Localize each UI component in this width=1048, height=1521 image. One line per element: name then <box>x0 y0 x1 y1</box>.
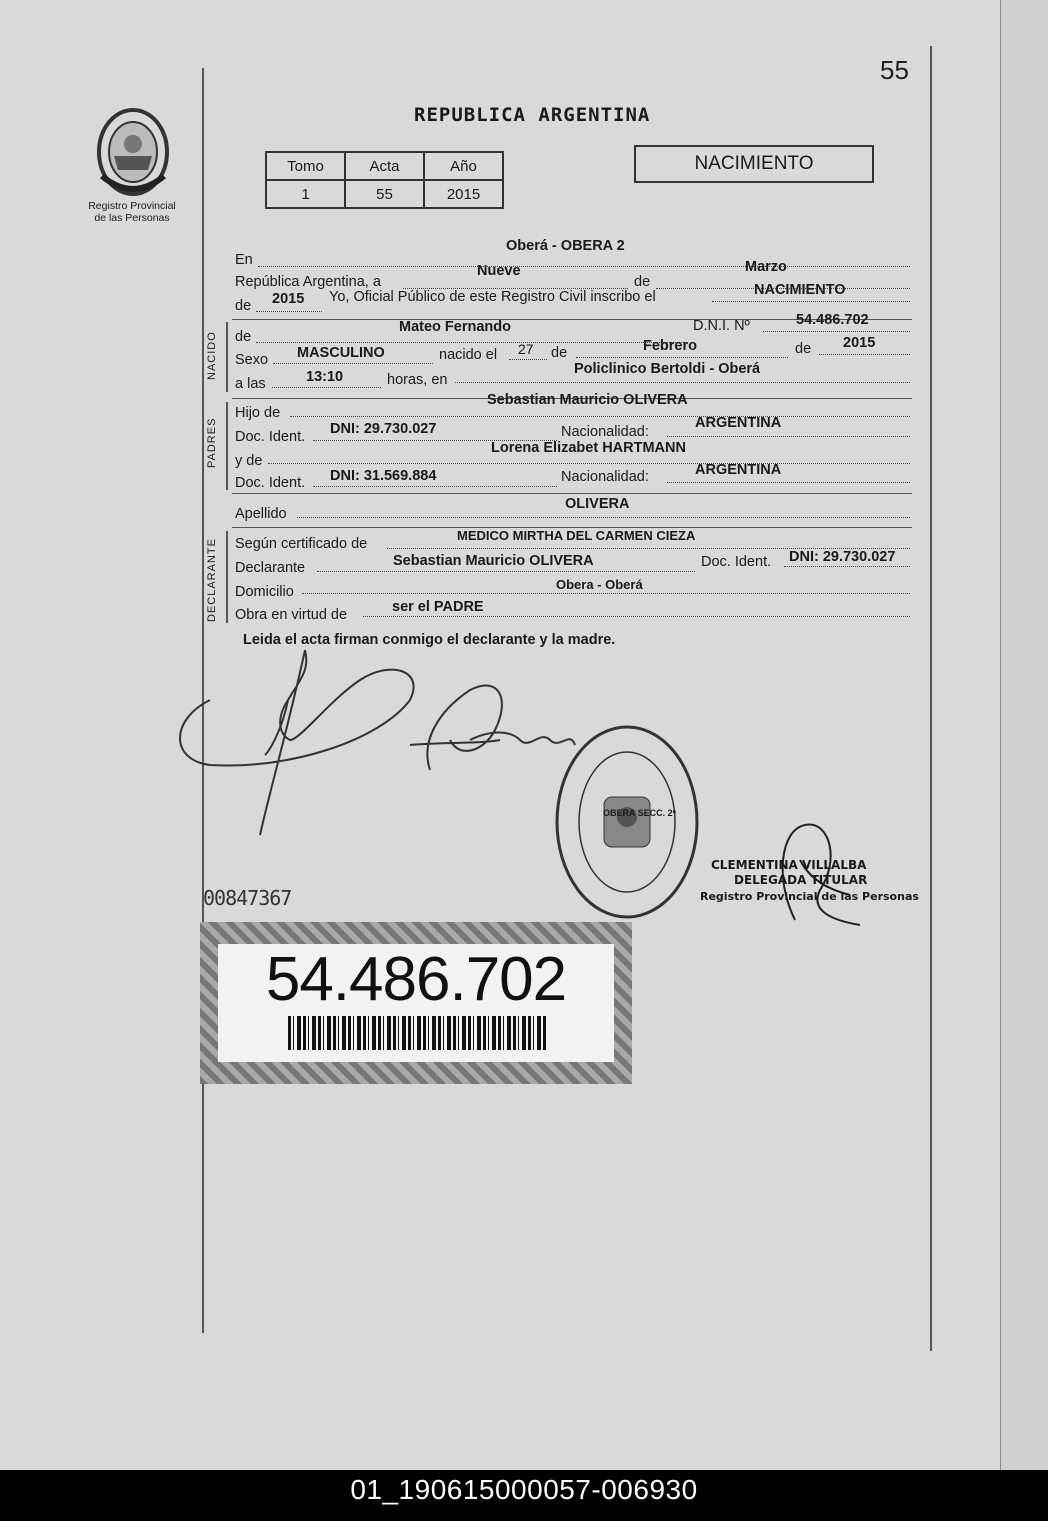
section-divider <box>232 493 912 494</box>
birth-year-value: 2015 <box>843 335 876 351</box>
year-value: 2015 <box>272 291 305 307</box>
tomo-value: 1 <box>266 180 345 208</box>
cert-label: Según certificado de <box>235 536 368 552</box>
section-bracket <box>226 402 228 490</box>
dotted-line <box>576 357 788 358</box>
padres-section-label: PADRES <box>206 417 218 468</box>
horas-label: horas, en <box>387 372 448 388</box>
obra-label: Obra en virtud de <box>235 607 348 623</box>
footer-document-id: 01_190615000057-006930 <box>350 1474 698 1505</box>
sexo-value: MASCULINO <box>297 345 385 361</box>
dotted-line <box>273 363 433 364</box>
dotted-line <box>317 571 695 572</box>
birth-month-value: Febrero <box>643 338 697 354</box>
anio-value: 2015 <box>424 180 503 208</box>
underlying-page-edge <box>1000 0 1048 1470</box>
stamp-inner-text: OBERA SECC. 2ª <box>603 808 677 818</box>
apellido-value: OLIVERA <box>565 496 630 512</box>
alas-label: a las <box>235 376 266 392</box>
reference-table <box>265 151 504 209</box>
nacionalidad-label: Nacionalidad: <box>561 469 649 485</box>
declarante-value: Sebastian Mauricio OLIVERA <box>393 553 594 569</box>
closing-statement: Leida el acta firman conmigo el declarante y la madre. <box>243 632 616 648</box>
delegate-role: DELEGADA TITULAR <box>734 873 868 887</box>
record-type-box: NACIMIENTO <box>634 145 874 183</box>
dotted-line <box>509 359 547 360</box>
nacido-el-label: nacido el <box>439 347 498 363</box>
official-stamp-icon <box>552 722 702 922</box>
yo-label: Yo, Oficial Público de este Registro Civil inscribo el <box>329 289 656 305</box>
domicilio-label: Domicilio <box>235 584 294 600</box>
section-bracket <box>226 531 228 623</box>
birth-time-value: 13:10 <box>306 369 344 385</box>
birth-place-value: Policlinico Bertoldi - Oberá <box>574 361 761 377</box>
seal-caption: Registro Provincial de las Personas <box>88 200 176 224</box>
dotted-line <box>256 311 322 312</box>
birth-day-value: 27 <box>518 341 534 357</box>
dotted-line <box>667 436 910 437</box>
apellido-label: Apellido <box>235 506 287 522</box>
doc-ident-label: Doc. Ident. <box>701 554 772 570</box>
mother-nationality-value: ARGENTINA <box>695 462 782 478</box>
acta-header: Acta <box>345 152 424 180</box>
de2-label: de <box>235 298 252 314</box>
dotted-line <box>784 566 910 567</box>
right-margin-line <box>930 46 932 1351</box>
declarante-label: Declarante <box>235 560 306 576</box>
child-name-value: Mateo Fernando <box>399 319 511 335</box>
de-label: de <box>795 341 812 357</box>
barcode-icon <box>288 1016 546 1050</box>
dni-label: D.N.I. Nº <box>693 318 750 334</box>
dotted-line <box>297 517 910 518</box>
tomo-header: Tomo <box>266 152 345 180</box>
anio-header: Año <box>424 152 503 180</box>
document-title: REPUBLICA ARGENTINA <box>414 104 651 126</box>
doc-ident-label: Doc. Ident. <box>235 429 306 445</box>
dotted-line <box>667 482 910 483</box>
declarante-doc-value: DNI: 29.730.027 <box>789 549 896 565</box>
nacido-de-label: de <box>235 329 252 345</box>
dotted-line <box>763 331 910 332</box>
inscribo-value: NACIMIENTO <box>754 282 846 298</box>
sexo-label: Sexo <box>235 352 269 368</box>
dotted-line <box>455 382 910 383</box>
month-value: Marzo <box>745 259 787 275</box>
dotted-line <box>268 463 910 464</box>
declarante-section-label: DECLARANTE <box>206 538 218 622</box>
nacionalidad-label: Nacionalidad: <box>561 424 649 440</box>
de-label: de <box>551 345 568 361</box>
dotted-line <box>363 616 910 617</box>
dotted-line <box>290 416 910 417</box>
delegate-office: Registro Provincial de las Personas <box>700 890 919 903</box>
delegate-name: CLEMENTINA VILLALBA <box>711 858 867 872</box>
y-de-label: y de <box>235 453 263 469</box>
mother-name-value: Lorena Elizabet HARTMANN <box>491 440 686 456</box>
dotted-line <box>256 342 686 343</box>
en-label: En <box>235 252 253 268</box>
provincial-seal-icon <box>94 106 172 198</box>
place-value: Oberá - OBERA 2 <box>506 238 625 254</box>
nacido-section-label: NACIDO <box>206 331 218 380</box>
control-code: 00847367 <box>203 886 292 910</box>
dotted-line <box>819 354 910 355</box>
father-name-value: Sebastian Mauricio OLIVERA <box>487 392 688 408</box>
dotted-line <box>258 266 910 267</box>
de-label: de <box>634 274 651 290</box>
dotted-line <box>313 486 557 487</box>
father-doc-value: DNI: 29.730.027 <box>330 421 437 437</box>
acta-value: 55 <box>345 180 424 208</box>
republica-label: República Argentina, a <box>235 274 381 290</box>
dotted-line <box>302 593 910 594</box>
mother-doc-value: DNI: 31.569.884 <box>330 468 437 484</box>
section-bracket <box>226 322 228 392</box>
dotted-line <box>712 301 910 302</box>
father-nationality-value: ARGENTINA <box>695 415 782 431</box>
doc-ident-label: Doc. Ident. <box>235 475 306 491</box>
dotted-line <box>272 387 381 388</box>
cert-value: MEDICO MIRTHA DEL CARMEN CIEZA <box>457 528 696 543</box>
domicilio-value: Obera - Oberá <box>556 577 643 592</box>
hijo-de-label: Hijo de <box>235 405 281 421</box>
page-number: 55 <box>880 55 909 85</box>
day-value: Nueve <box>477 263 521 279</box>
child-dni-value: 54.486.702 <box>796 312 869 328</box>
obra-value: ser el PADRE <box>392 599 484 615</box>
sticker-number: 54.486.702 <box>265 945 567 1014</box>
